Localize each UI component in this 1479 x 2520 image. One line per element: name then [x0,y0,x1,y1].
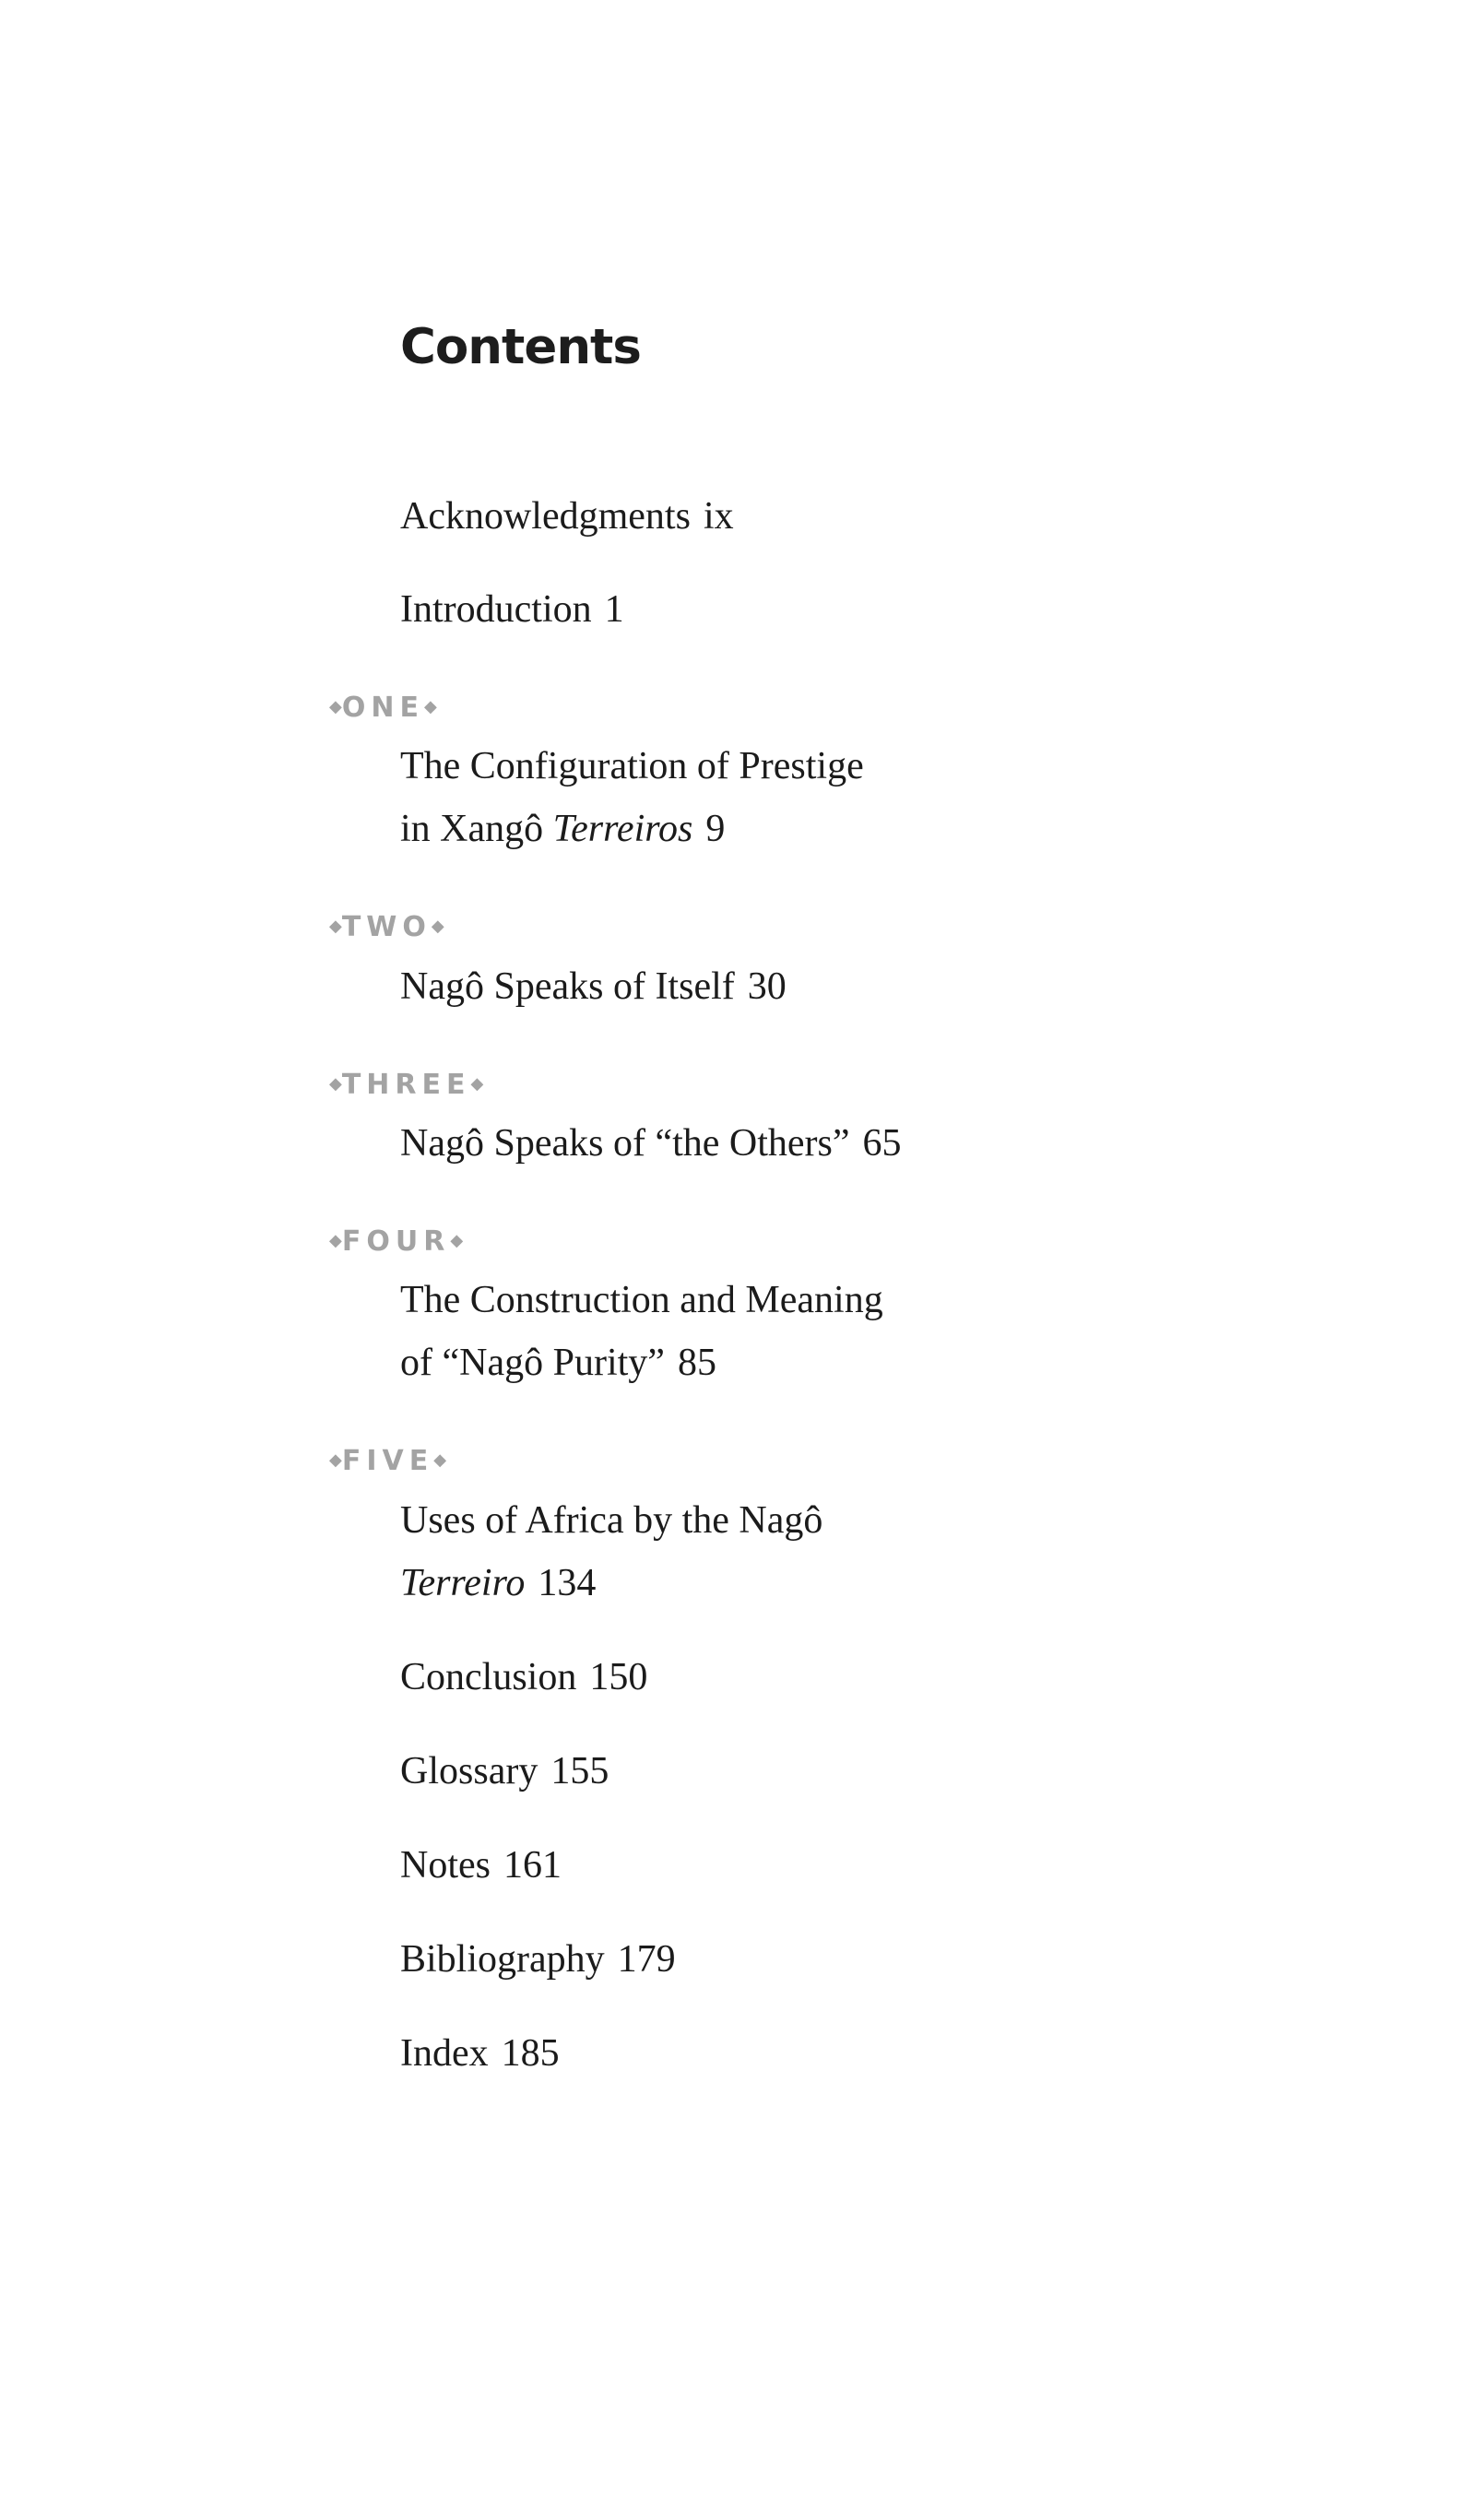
entry-title: Index [400,2032,489,2075]
toc-entry-index [400,2022,560,2085]
toc-entry-conclusion [400,1646,647,1709]
entry-title-italic: Terreiros [552,808,693,850]
entry-title: Uses of Africa by the Nagô [400,1499,823,1542]
entry-title: Notes [400,1844,491,1887]
entry-page-number: 9 [705,808,726,850]
ornament-diamond-icon: ◆ [433,1450,447,1470]
toc-entry-bibliography [400,1928,676,1991]
entry-page-number: ix [703,495,734,538]
chapter-number-three: ◆THREE◆ [329,1069,484,1101]
entry-title: Nagô Speaks of “the Others” [400,1122,850,1165]
toc-entry-chapter-four-line1 [400,1269,883,1331]
page-title: Contents [400,319,641,375]
toc-entry-chapter-two [400,955,787,1018]
entry-title-italic: Terreiro [400,1562,526,1604]
ornament-diamond-icon: ◆ [431,917,444,936]
entry-page-number: 85 [677,1342,716,1384]
chapter-number-one: ◆ONE◆ [329,692,437,724]
ornament-diamond-icon: ◆ [329,1231,342,1250]
toc-entry-notes [400,1834,562,1897]
entry-title: Acknowledgments [400,495,691,538]
toc-entry-chapter-three [400,1112,902,1175]
entry-page-number: 134 [538,1562,597,1604]
chapter-number-two: ◆TWO◆ [329,911,444,943]
ornament-diamond-icon: ◆ [329,917,342,936]
entry-page-number: 1 [604,588,624,631]
entry-page-number: 30 [747,965,787,1008]
entry-title: Conclusion [400,1656,577,1698]
entry-title: Nagô Speaks of Itself [400,965,735,1008]
entry-title: Introduction [400,588,592,631]
entry-title: The Construction and Meaning [400,1279,883,1321]
entry-page-number: 150 [589,1656,648,1698]
toc-entry-chapter-four-line2 [400,1331,716,1394]
toc-entry-chapter-five-line2 [400,1552,596,1615]
ornament-diamond-icon: ◆ [423,697,437,716]
entry-page-number: 161 [503,1844,562,1887]
toc-entry-acknowledgments [400,485,734,548]
entry-page-number: 65 [862,1122,902,1165]
toc-entry-chapter-one-line1 [400,735,864,798]
ornament-diamond-icon: ◆ [470,1074,484,1094]
ornament-diamond-icon: ◆ [329,1450,342,1470]
entry-page-number: 155 [550,1750,609,1792]
toc-entry-chapter-one-line2 [400,798,725,860]
entry-title: Bibliography [400,1938,605,1981]
ornament-diamond-icon: ◆ [329,697,342,716]
entry-title-continued: of “Nagô Purity” [400,1342,665,1384]
chapter-number-four: ◆FOUR◆ [329,1225,464,1258]
ornament-diamond-icon: ◆ [450,1231,464,1250]
entry-title: The Configuration of Prestige [400,745,864,787]
entry-title-continued: in Xangô [400,808,553,850]
toc-entry-glossary [400,1740,609,1803]
toc-entry-chapter-five-line1 [400,1489,822,1552]
entry-page-number: 179 [617,1938,676,1981]
toc-entry-introduction [400,578,624,641]
chapter-number-five: ◆FIVE◆ [329,1445,447,1477]
entry-title: Glossary [400,1750,538,1792]
entry-page-number: 185 [501,2032,560,2075]
ornament-diamond-icon: ◆ [329,1074,342,1094]
